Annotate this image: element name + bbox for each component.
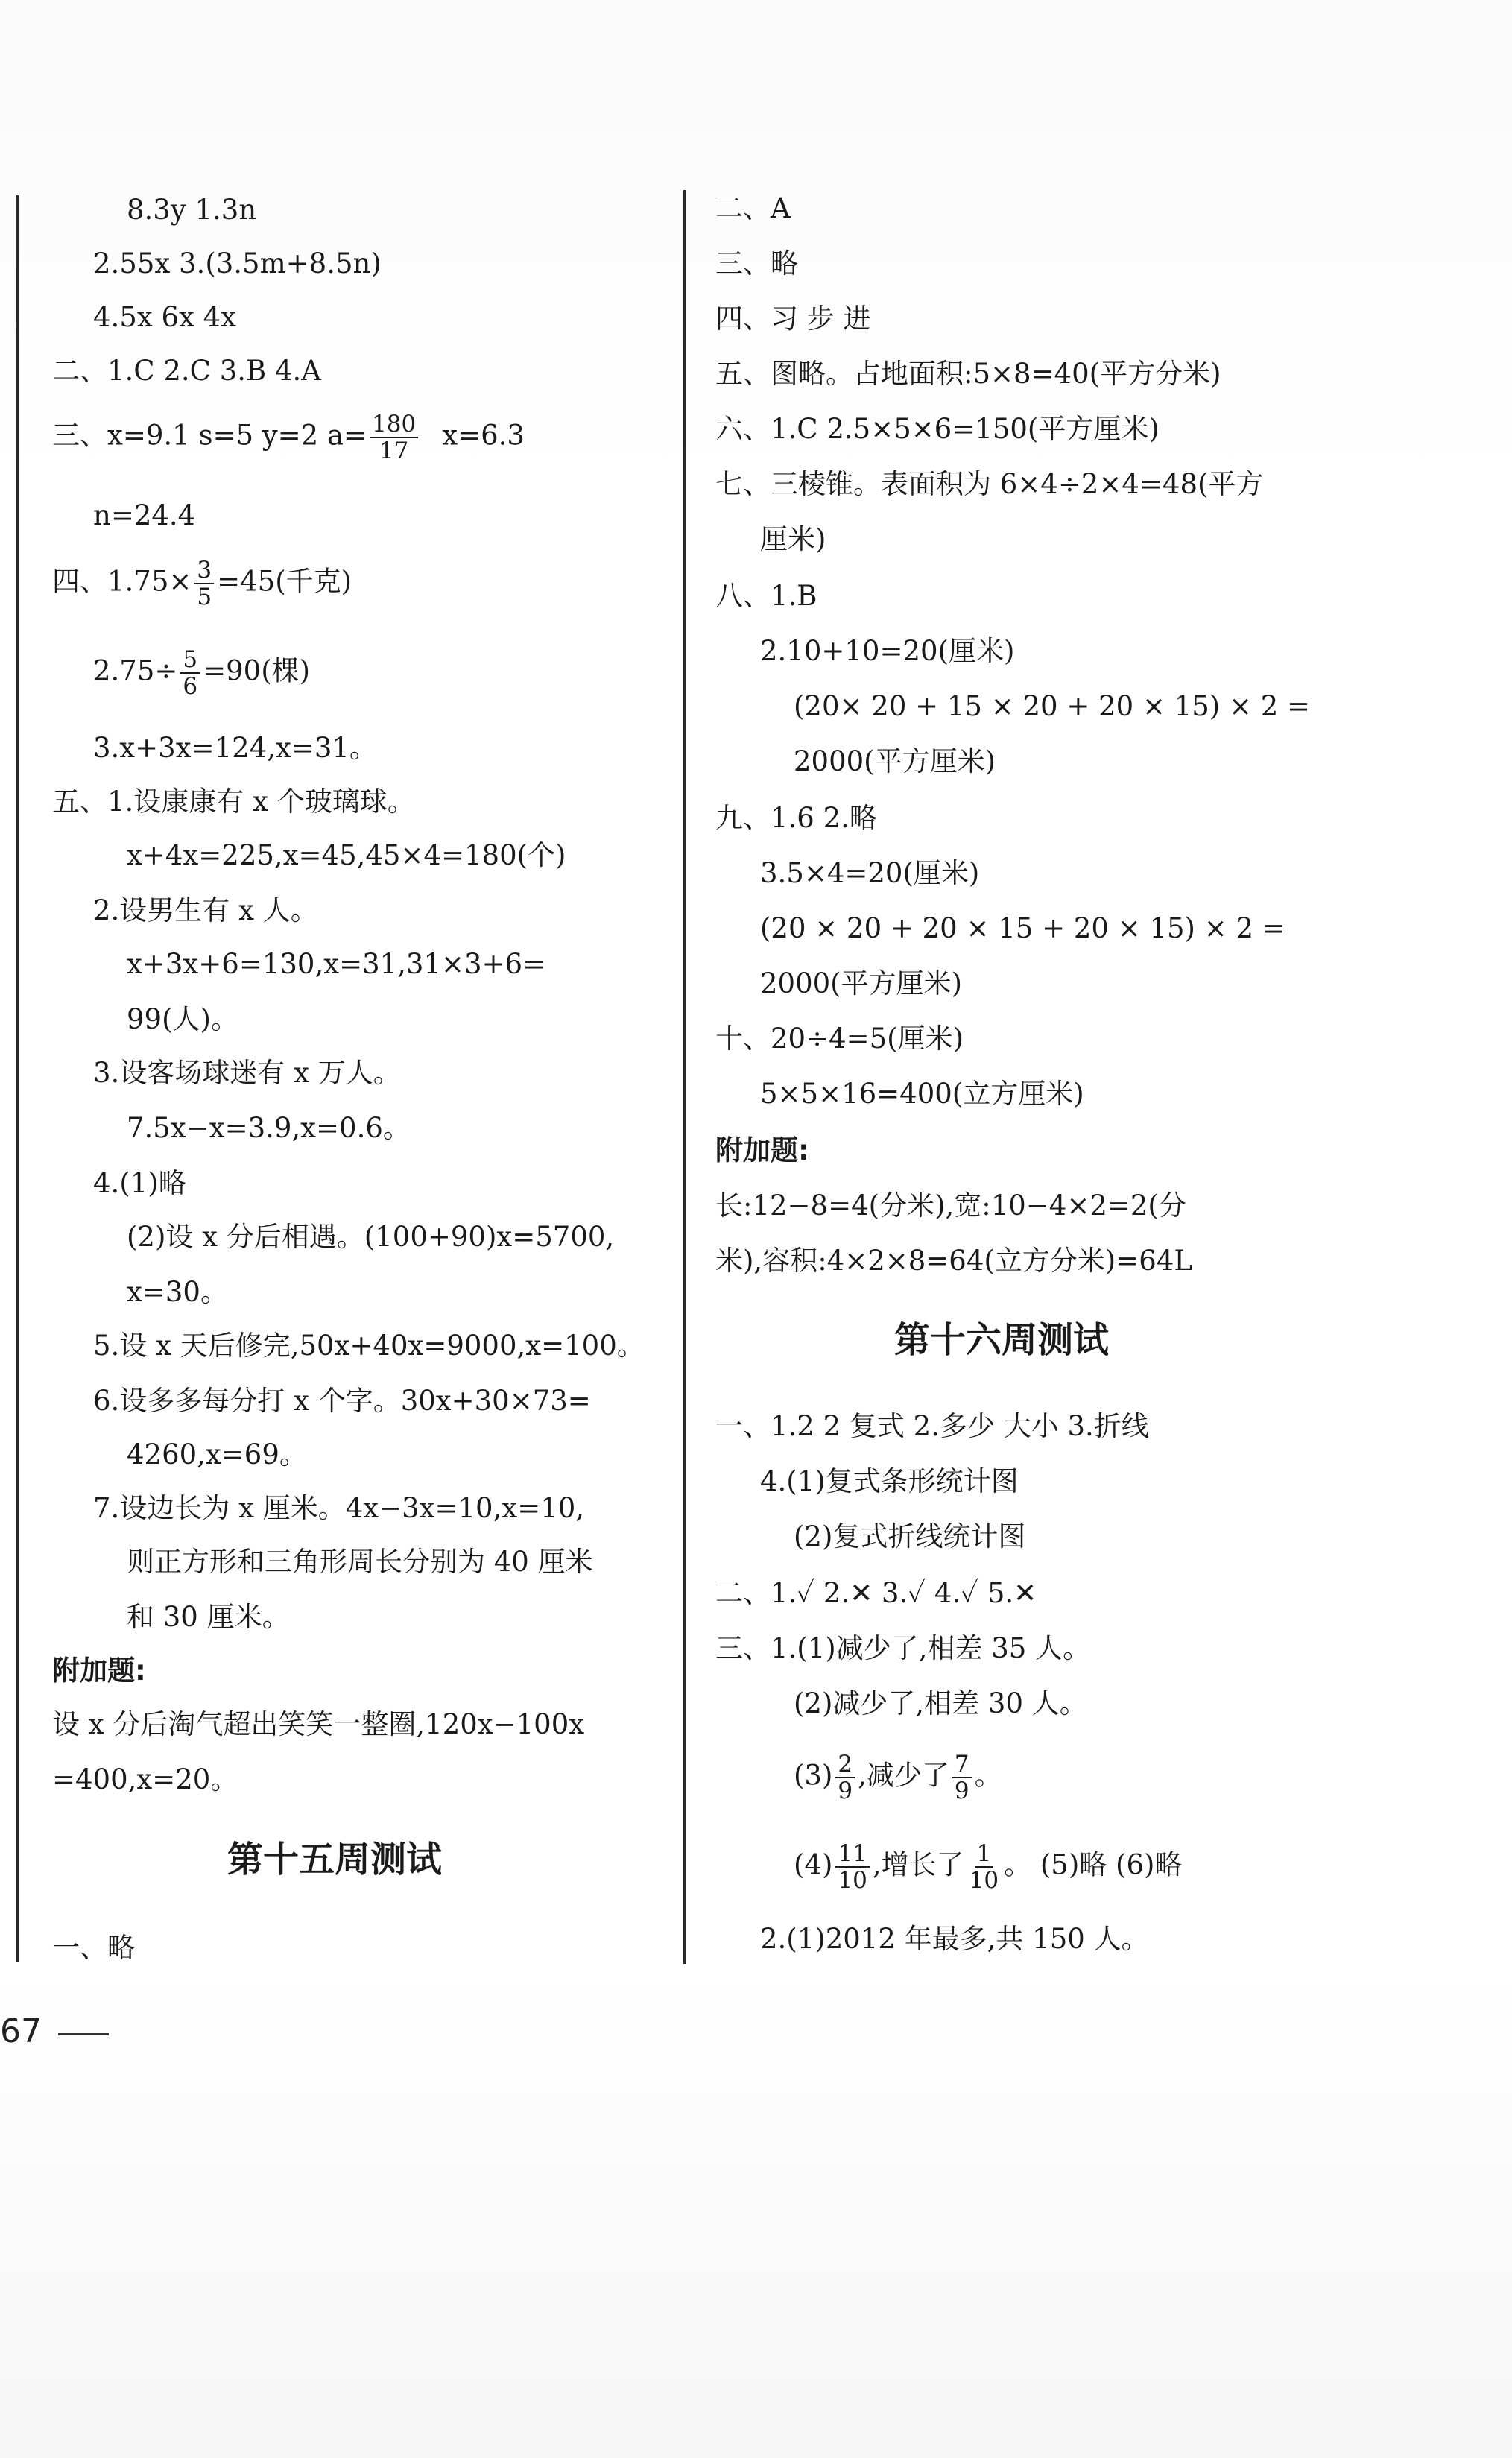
section-two-answers: 二、1.C 2.C 3.B 4.A: [52, 355, 322, 387]
answer-line: 2.55x 3.(3.5m+8.5n): [93, 247, 382, 279]
answer-line: 2.10+10=20(厘米): [760, 635, 1015, 667]
answer-line: (20× 20 + 15 × 20 + 20 × 15) × 2 =: [794, 690, 1311, 722]
answer-line: 二、1.✓ 2.✕ 3.✓ 4.✓ 5.✕: [715, 1577, 1037, 1609]
text-segment: (3): [794, 1759, 833, 1792]
answer-line-fraction-4: [794, 1841, 1182, 1893]
answer-line: 二、A: [715, 192, 791, 224]
answer-line: 则正方形和三角形周长分别为 40 厘米: [127, 1546, 593, 1578]
answer-line: 八、1.B: [715, 580, 817, 612]
section-three-answers: [52, 411, 525, 464]
fraction-denominator: 17: [379, 437, 409, 464]
text-segment: 四、1.75×: [52, 565, 192, 598]
fraction-numerator: 7: [952, 1751, 972, 1778]
answer-line: 7.设边长为 x 厘米。4x−3x=10,x=10,: [93, 1492, 585, 1524]
section-one-answer: 一、略: [52, 1932, 135, 1964]
fraction-numerator: 5: [180, 647, 200, 674]
answer-line: 三、1.(1)减少了,相差 35 人。: [715, 1632, 1091, 1664]
answer-line: (20 × 20 + 20 × 15 + 20 × 15) × 2 =: [760, 912, 1285, 944]
fraction-numerator: 11: [835, 1841, 869, 1868]
answer-line: x=30。: [127, 1276, 228, 1308]
fraction-denominator: 6: [183, 673, 198, 700]
text-segment: 2.75÷: [93, 654, 178, 687]
fraction-numerator: 180: [370, 411, 418, 438]
fraction-numerator: 1: [975, 1841, 994, 1868]
answer-line: 3.x+3x=124,x=31。: [93, 732, 377, 764]
bonus-question-label: 附加题:: [52, 1655, 146, 1687]
answer-line: 2000(平方厘米): [794, 745, 996, 777]
answer-line: (2)复式折线统计图: [794, 1520, 1026, 1552]
fraction: [952, 1751, 972, 1804]
page-number-dash: [58, 2033, 109, 2035]
answer-line: 2.(1)2012 年最多,共 150 人。: [760, 1923, 1149, 1955]
fraction: [180, 647, 200, 699]
text-segment: ,增长了: [872, 1848, 964, 1881]
answer-line: 四、习 步 进: [715, 303, 871, 335]
fraction: [967, 1841, 1001, 1893]
answer-line: 和 30 厘米。: [127, 1601, 290, 1633]
answer-line: 3.5×4=20(厘米): [760, 857, 980, 889]
answer-line: (2)减少了,相差 30 人。: [794, 1687, 1087, 1719]
answer-line: 三、略: [715, 247, 798, 279]
answer-line: 七、三棱锥。表面积为 6×4÷2×4=48(平方: [715, 468, 1264, 500]
section-four-answer-2: [93, 647, 310, 699]
text-segment: (4): [794, 1848, 833, 1881]
text-segment: =90(棵): [203, 654, 311, 687]
answer-line: n=24.4: [93, 499, 196, 531]
answer-line: 6.设多多每分打 x 个字。30x+30×73=: [93, 1385, 591, 1417]
answer-line: 2000(平方厘米): [760, 967, 963, 999]
text-segment: ,减少了: [858, 1759, 949, 1792]
answer-line: 一、1.2 2 复式 2.多少 大小 3.折线: [715, 1410, 1149, 1442]
answer-line: (2)设 x 分后相遇。(100+90)x=5700,: [127, 1221, 615, 1253]
fraction-denominator: 10: [838, 1867, 867, 1894]
answer-line: 米),容积:4×2×8=64(立方分米)=64L: [715, 1245, 1192, 1277]
answer-line: 4.5x 6x 4x: [93, 301, 237, 333]
answer-line: 十、20÷4=5(厘米): [715, 1023, 964, 1055]
answer-line: 设 x 分后淘气超出笑笑一整圈,120x−100x: [52, 1708, 585, 1740]
answer-line: 5.设 x 天后修完,50x+40x=9000,x=100。: [93, 1330, 645, 1362]
week-15-test-heading: 第十五周测试: [227, 1839, 443, 1880]
left-margin-rule: [16, 195, 19, 1962]
answer-line: 3.设客场球迷有 x 万人。: [93, 1057, 401, 1089]
answer-line: 九、1.6 2.略: [715, 802, 877, 834]
answer-line: 5×5×16=400(立方厘米): [760, 1078, 1084, 1110]
text-segment: =45(千克): [217, 565, 352, 598]
answer-line: 五、图略。占地面积:5×8=40(平方分米): [715, 358, 1221, 390]
fraction-numerator: 2: [835, 1751, 855, 1778]
text-segment: 。 (5)略 (6)略: [1004, 1848, 1183, 1881]
answer-line: 4.(1)略: [93, 1167, 186, 1199]
fraction: [835, 1751, 855, 1804]
text-segment: 。: [974, 1759, 1002, 1792]
answer-line: x+3x+6=130,x=31,31×3+6=: [127, 948, 546, 980]
answer-line: x+4x=225,x=45,45×4=180(个): [127, 839, 566, 871]
answer-line: 4260,x=69。: [127, 1438, 307, 1470]
page-number: 67: [0, 2012, 42, 2050]
fraction-numerator: 3: [194, 557, 214, 584]
answer-line: 8.3y 1.3n: [127, 194, 257, 226]
fraction-denominator: 10: [969, 1867, 999, 1894]
text-segment: x=6.3: [442, 419, 525, 452]
section-five-answer: 五、1.设康康有 x 个玻璃球。: [52, 786, 415, 818]
bonus-question-label: 附加题:: [715, 1134, 809, 1166]
answer-line: 4.(1)复式条形统计图: [760, 1465, 1019, 1497]
week-16-test-heading: 第十六周测试: [894, 1319, 1110, 1361]
fraction-denominator: 9: [838, 1778, 853, 1804]
fraction: [370, 411, 418, 464]
section-four-answer-1: [52, 557, 352, 610]
answer-line: 厘米): [760, 523, 826, 555]
answer-line: 99(人)。: [127, 1003, 238, 1035]
answer-line: 长:12−8=4(分米),宽:10−4×2=2(分: [715, 1189, 1186, 1222]
answer-line: =400,x=20。: [52, 1763, 238, 1795]
answer-line-fraction-3: [794, 1751, 1002, 1804]
column-divider: [683, 190, 686, 1964]
fraction-denominator: 9: [954, 1778, 969, 1804]
text-segment: 三、x=9.1 s=5 y=2 a=: [52, 419, 367, 452]
fraction: [835, 1841, 869, 1893]
fraction: [194, 557, 214, 610]
answer-line: 六、1.C 2.5×5×6=150(平方厘米): [715, 413, 1160, 445]
answer-line: 7.5x−x=3.9,x=0.6。: [127, 1112, 411, 1144]
answer-line: 2.设男生有 x 人。: [93, 894, 318, 926]
fraction-denominator: 5: [197, 584, 212, 610]
